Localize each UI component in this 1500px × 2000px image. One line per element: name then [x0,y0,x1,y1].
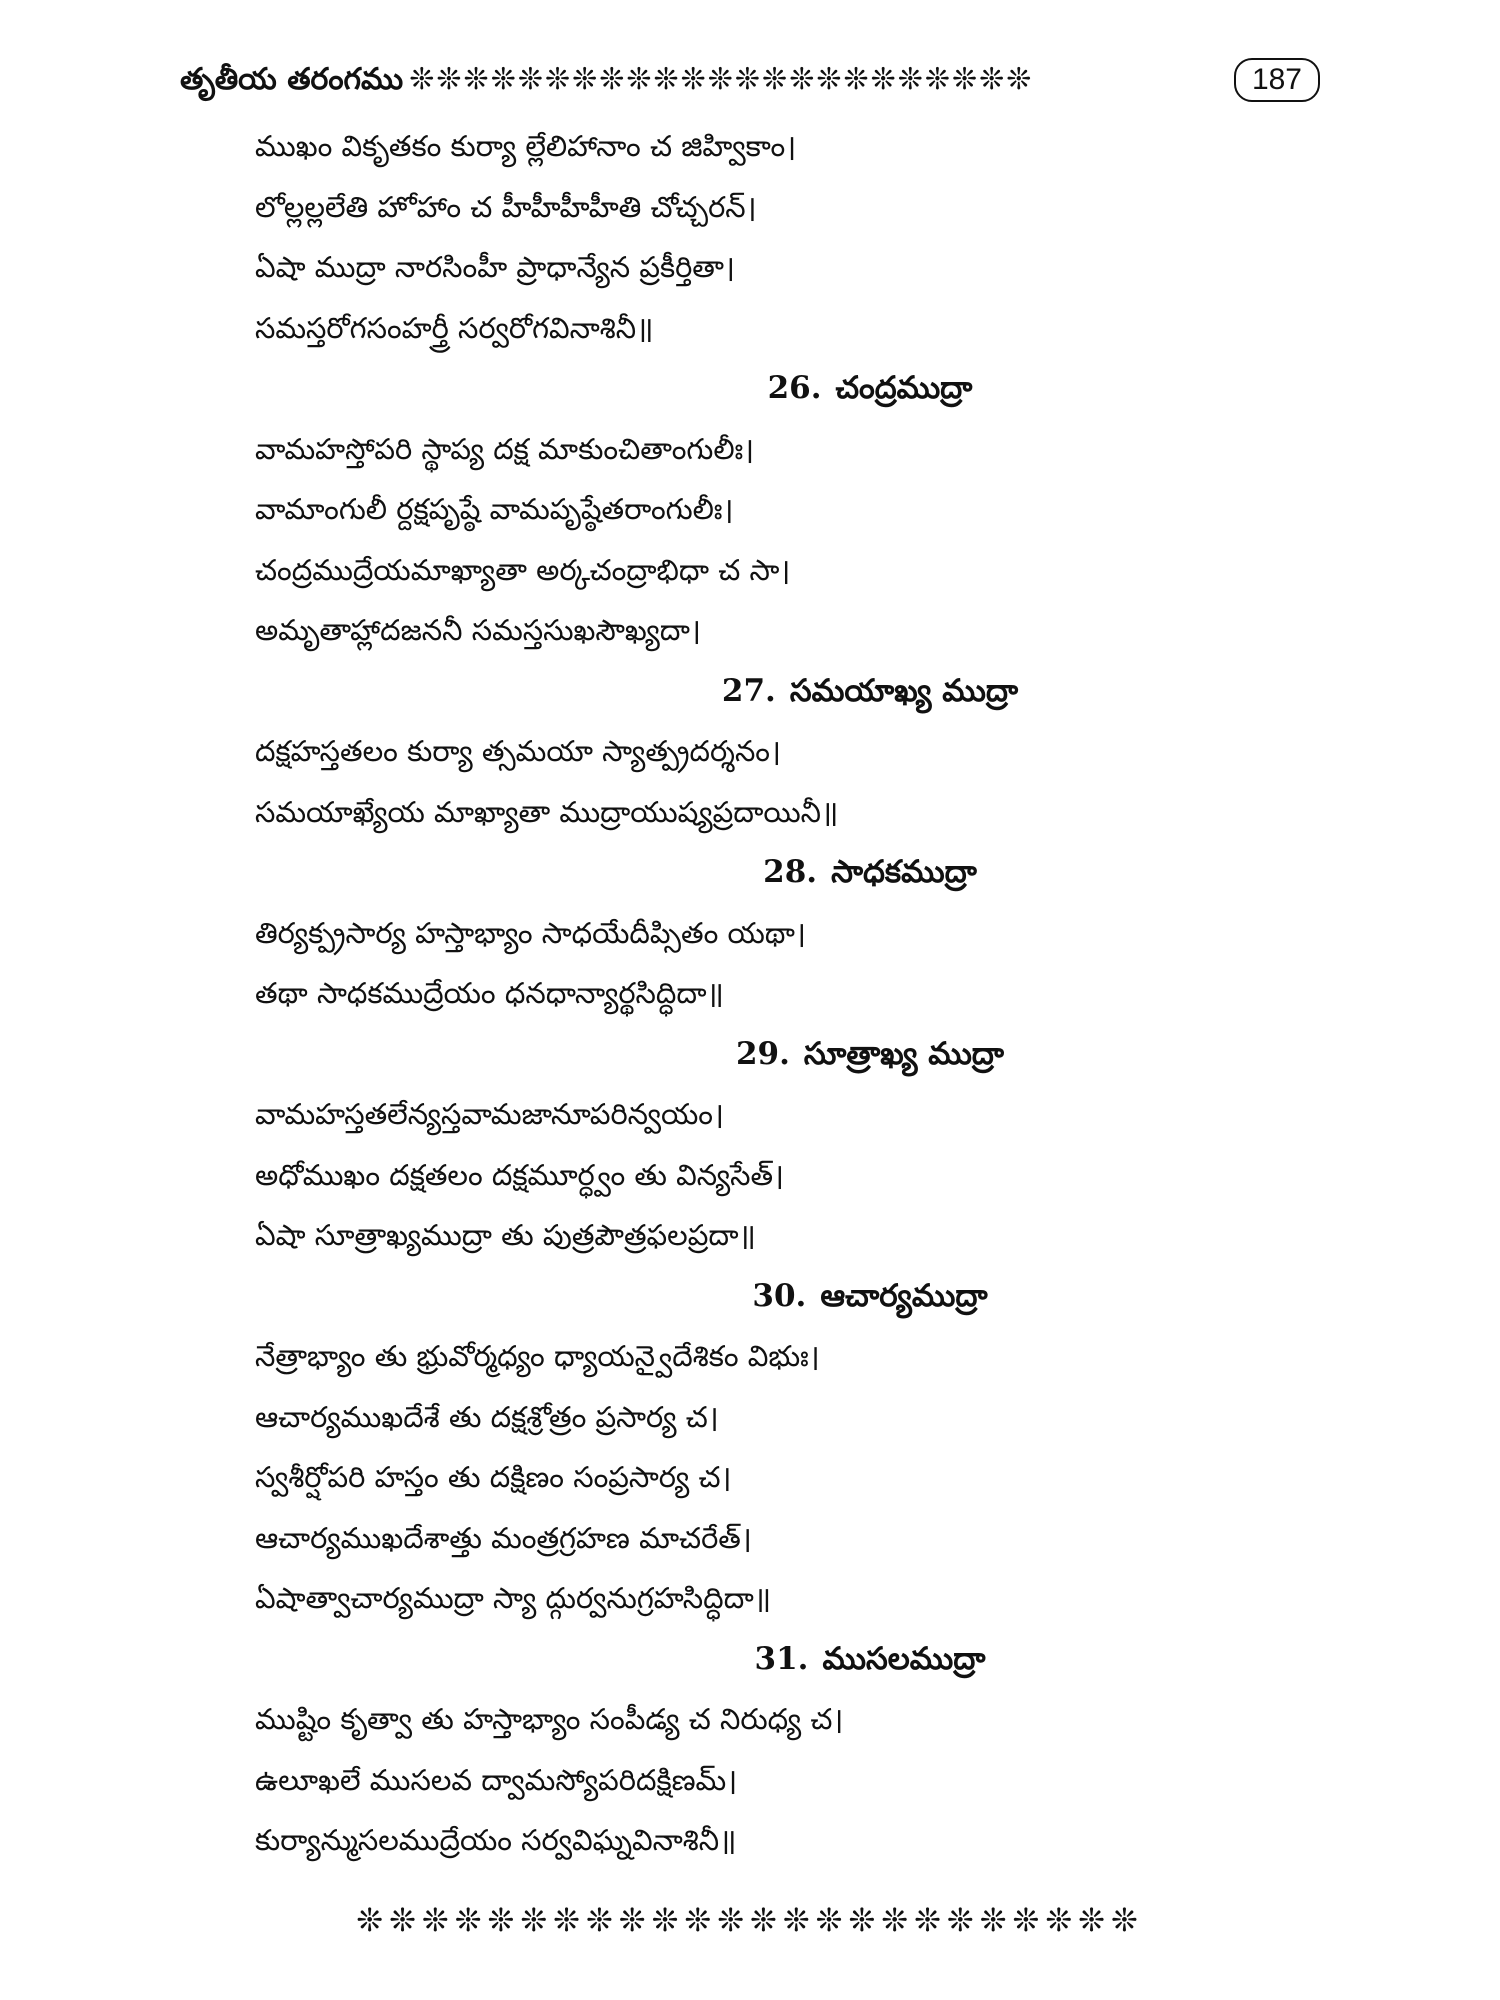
section-heading [255,358,1255,419]
section-number: 29. [735,1035,790,1072]
section-number: 30. [752,1277,807,1314]
section-number: 26. [767,370,822,406]
verse-line: తథా సాధకముద్రేయం ధనధాన్యార్థసిద్ధిదా॥ [255,976,724,1010]
verse-line: వామహస్తోపరి స్థాప్య దక్ష మాకుంచితాంగులీః। [255,431,755,466]
verse-line: ఆచార్యముఖదేశే తు దక్షశ్రోత్రం ప్రసార్య చ। [255,1399,719,1434]
section-heading [255,842,1255,903]
verse-line: కుర్యాన్ముసలముద్రేయం సర్వవిఘ్నవినాశినీ॥ [255,1823,737,1857]
verse-line: సమయాఖ్యేయ మాఖ్యాతా ముద్రాయుష్యప్రదాయినీ॥ [255,794,839,829]
section-title: ఆచార్యముద్రా [820,1277,988,1314]
verse-line: ఏషా సూత్రాఖ్యముద్రా తు పుత్రపౌత్రఫలప్రదా॥ [255,1218,756,1252]
verse-line: ఉలూఖలే ముసలవ ద్వామస్యోపరిదక్షిణమ్। [255,1762,738,1797]
section-heading [255,661,1255,722]
section-title: సాధకముద్రా [831,854,977,890]
verse-line: ఏషా ముద్రా నారసింహీ ప్రాధాన్యేన ప్రకీర్తితా। [255,250,735,284]
verse-line: తిర్యక్ప్రసార్య హస్తాభ్యాం సాధయేదీప్సితం యథా। [255,915,806,950]
verse-line: ఆచార్యముఖదేశాత్తు మంత్రగ్రహణ మాచరేత్। [255,1520,752,1555]
section-heading [255,1266,1255,1327]
verse-line: నేత్రాభ్యాం తు భ్రువోర్మధ్యం ధ్యాయన్వైదేశికం విభుః। [255,1339,820,1373]
section-heading [255,1629,1255,1690]
verse-line: వామహస్తతలేన్యస్తవామజానూపరిన్వయం। [255,1097,724,1131]
page-header [180,55,1320,105]
verse-line: అమృతాహ్లాదజననీ సమస్తసుఖసౌఖ్యదా। [255,613,701,647]
section-title: సమయాఖ్య ముద్రా [789,672,1019,709]
footer-ornament: ❊❊❊❊❊❊❊❊❊❊❊❊❊❊❊❊❊❊❊❊❊❊❊❊ [356,1901,1144,1939]
section-title: ముసలముద్రా [822,1640,986,1677]
section-number: 27. [721,672,776,709]
section-heading [255,1024,1255,1085]
verse-line: లోల్లల్లలేతి హోహాం చ హీహీహీహీతి చోచ్చరన్। [255,189,757,224]
verse-line: ముఖం వికృతకం కుర్యా ల్లేలిహానాం చ జిహ్వికాం। [255,129,797,163]
verse-line: చంద్రముద్రేయమాఖ్యాతా అర్కచంద్రాభిధా చ సా। [255,552,791,587]
verse-line: ఏషాత్వాచార్యముద్రా స్యా ద్గుర్వనుగ్రహసిద్ధిదా॥ [255,1581,772,1615]
header-ornament: ❊❊❊❊❊❊❊❊❊❊❊❊❊❊❊❊❊❊❊❊❊❊❊ [409,65,1034,95]
section-number: 31. [754,1640,809,1677]
verse-line: సమస్తరోగసంహర్త్రీ సర్వరోగవినాశినీ॥ [255,310,654,345]
verse-line: దక్షహస్తతలం కుర్యా త్సమయా స్యాత్ప్రదర్శనం। [255,734,781,768]
verse-line: వామాంగులీ ర్దక్షపృష్ఠే వామపృష్ఠేతరాంగులీః। [255,492,734,526]
chapter-title: తృతీయ తరంగము [180,62,404,97]
verse-line: స్వశీర్షోపరి హస్తం తు దక్షిణం సంప్రసార్య చ। [255,1460,732,1494]
verse-line: అధోముఖం దక్షతలం దక్షమూర్ధ్వం తు విన్యసేత్। [255,1157,785,1192]
section-title: చంద్రముద్రా [835,370,973,406]
verse-body [255,116,1255,1871]
section-title: సూత్రాఖ్య ముద్రా [803,1035,1005,1072]
section-number: 28. [763,854,818,890]
page-number: 187 [1234,58,1320,102]
verse-line: ముష్టిం కృత్వా తు హస్తాభ్యాం సంపీడ్య చ నిరుధ్య చ। [255,1702,844,1736]
